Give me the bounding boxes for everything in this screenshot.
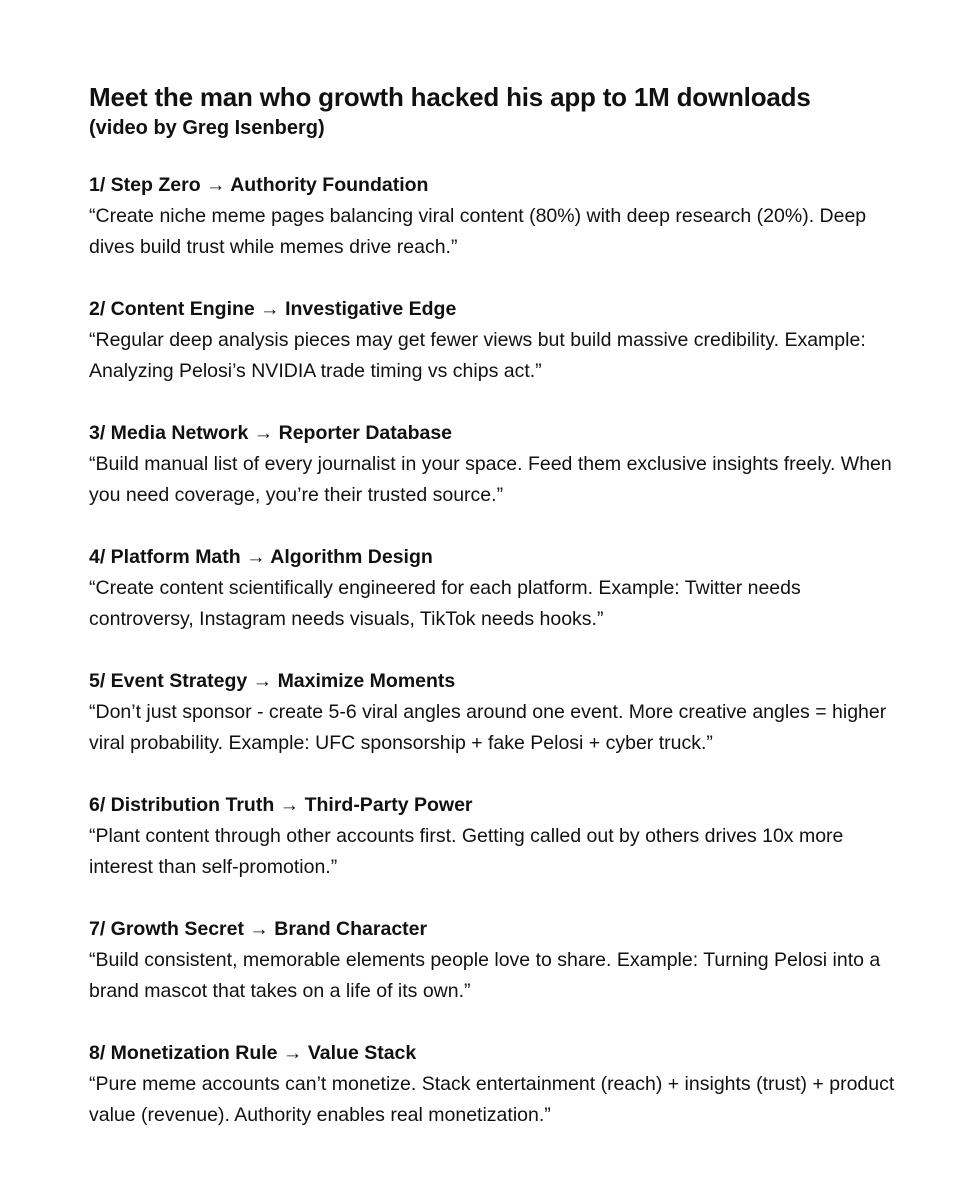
document	[89, 80, 909, 1162]
section-body: “Regular deep analysis pieces may get fewer views but build massive credibility. Example: Analyzing Pelosi’s NVIDIA trade timing vs chips act.”	[89, 329, 866, 382]
section-heading: 7/ Growth Secret → Brand Character	[89, 918, 428, 940]
section-heading: 8/ Monetization Rule → Value Stack	[89, 1042, 417, 1064]
section-8	[89, 1038, 909, 1131]
section-7	[89, 914, 909, 1007]
section-3	[89, 418, 909, 511]
document-title: Meet the man who growth hacked his app to 1M downloads	[89, 82, 811, 112]
section-heading: 6/ Distribution Truth → Third-Party Power	[89, 794, 473, 816]
section-body: “Plant content through other accounts first. Getting called out by others drives 10x more interest than self-promotion.”	[89, 825, 844, 878]
section-body: “Don’t just sponsor - create 5-6 viral angles around one event. More creative angles = higher viral probability. Example: UFC sponsorship + fake Pelosi + cyber truck.”	[89, 701, 887, 754]
section-body: “Pure meme accounts can’t monetize. Stack entertainment (reach) + insights (trust) + product value (revenue). Authority enables real monetization.”	[89, 1073, 895, 1126]
section-heading: 3/ Media Network → Reporter Database	[89, 422, 453, 444]
section-2	[89, 294, 909, 387]
section-6	[89, 790, 909, 883]
section-1	[89, 170, 909, 263]
section-heading: 2/ Content Engine → Investigative Edge	[89, 298, 457, 320]
section-body: “Create content scientifically engineered for each platform. Example: Twitter needs controversy, Instagram needs visuals, TikTok needs hooks.”	[89, 577, 801, 630]
document-subtitle: (video by Greg Isenberg)	[89, 117, 325, 139]
section-heading: 4/ Platform Math → Algorithm Design	[89, 546, 433, 568]
section-heading: 1/ Step Zero → Authority Foundation	[89, 174, 429, 196]
section-4	[89, 542, 909, 635]
section-body: “Create niche meme pages balancing viral content (80%) with deep research (20%). Deep dives build trust while memes drive reach.”	[89, 205, 867, 258]
section-5	[89, 666, 909, 759]
section-heading: 5/ Event Strategy → Maximize Moments	[89, 670, 456, 692]
section-body: “Build consistent, memorable elements people love to share. Example: Turning Pelosi into a brand mascot that takes on a life of its own.”	[89, 949, 881, 1002]
section-body: “Build manual list of every journalist in your space. Feed them exclusive insights freely. When you need coverage, you’re their trusted source.”	[89, 453, 892, 506]
